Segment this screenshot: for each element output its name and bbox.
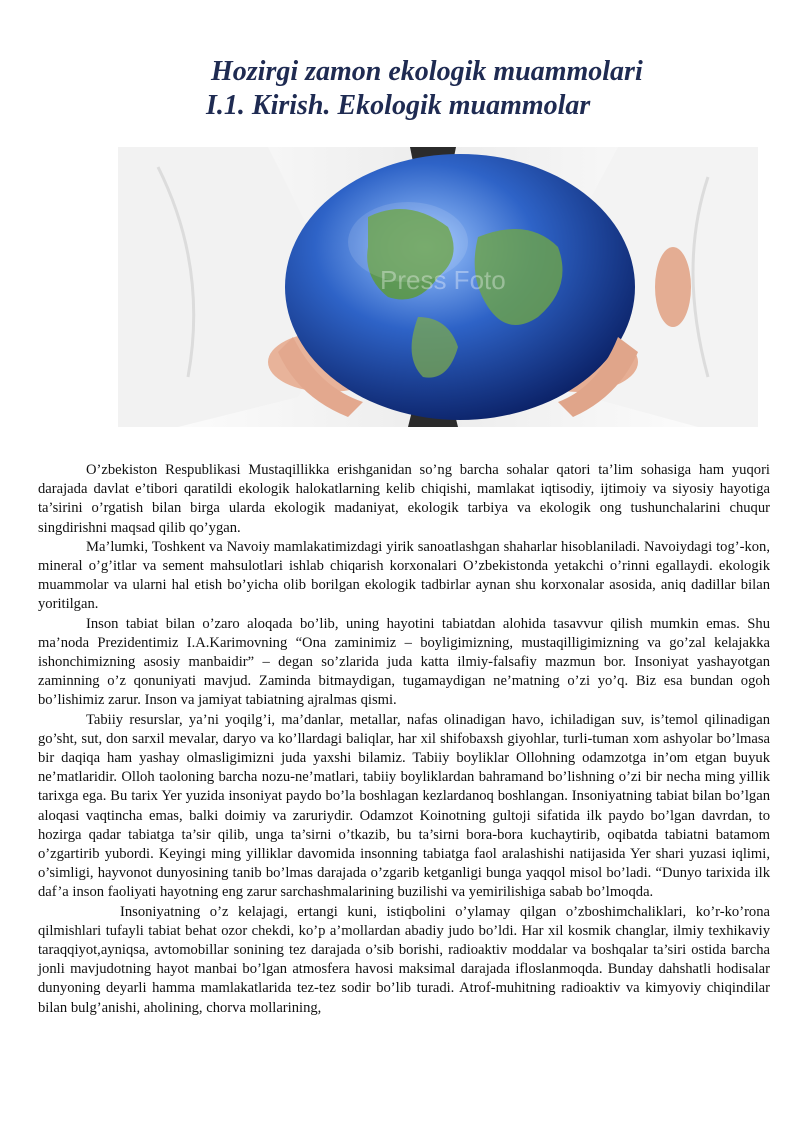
page-title: Hozirgi zamon ekologik muammolari: [211, 56, 643, 87]
globe-illustration: [118, 147, 758, 427]
paragraph: O’zbekiston Respublikasi Mustaqillikka erishganidan so’ng barcha sohalar qatori ta’lim sohasiga ham yuqori darajada davlat e’tibori qaratildi ekologik halokatlarning kelib chiqishi, mamlakat iqtisodiy, ijtimoiy va siyosiy hayotiga ta’sirini o’rgatish bilan birga ularda ekologik madaniyat, ekologik tarbiya va ekologik ong tushunchalarini chuqur singdirishni maqsad qilib qo’ygan.: [38, 462, 770, 536]
paragraph: Insoniyatning o’z kelajagi, ertangi kuni, istiqbolini o’ylamay qilgan o’zboshimchaliklari, ko’r-ko’rona qilmishlari tufayli tabiat behat ozor chekdi, ko’p a’mollardan abadiy judo bo’ldi. Har xil kosmik changlar, ilmiy texhikaviy taraqqiyot,ayniqsa, avtomobillar sonining tez darajada o’sib borishi, radioaktiv moddalar va boshqalar ta’siri ostida barcha jonli mavjudotning hayot manbai bo’lgan atmosfera havosi maksimal darajada ifloslanmoqda. Bunday dahshatli hodisalar dunyoning deyarli hamma mamlakatlarida tez-tez sodir bo’lib turadi. Atrof-muhitning radioaktiv va kimyoviy chiqindilar bilan bulg’anishi, aholining, chorva mollarining,: [38, 903, 770, 1016]
body-text: [38, 461, 770, 1018]
paragraph: Tabiiy resurslar, ya’ni yoqilg’i, ma’danlar, metallar, nafas olinadigan havo, ichiladigan suv, is’temol qilinadigan go’sht, sut, don sarxil mevalar, daryo va ko’llardagi baliqlar, har xil shifobaxsh giyohlar, turli-tuman xom ashyolar bo’lmasa bir daqiqa ham yashay olmasligimizni juda yaxshi bilamiz. Tabiiy boyliklar Ollohning odamzotga in’om etgan buyuk ne’matlaridir. Olloh taoloning barcha nozu-ne’matlari, tabiiy boyliklardan bahramand bo’lishning o’zi bir necha ming yillik tarixga ega. Bu tarix Yer yuzida insoniyat paydo bo’la boshlagan kezlardanoq boshlangan. Insoniyatning tabiat bilan bo’lgan aloqasi vaqtincha emas, balki doimiy va zaruriydir. Odamzot Koinotning gultoji sifatida ilk paydo bo’lgan davrdan, to hozirga qadar tabiatga ta’sir qilib, unga ta’sirni o’tkazib, bu ta’sirni bora-bora kuchaytirib, oqibatda tabiatni batamom o’zgartirib yubordi. Keyingi ming yilliklar davomida insonning tabiatga faol aralashishi natijasida Yer shari yuzasi iqlimi, o’simligi, hayvonot dunyosining tanib bo’lmas darajada o’zgarib ketganligi bunga yaqqol misol bo’ladi. “Dunyo tarixida ilk daf’a inson faoliyati hayotning eng zarur sarchashmalarining buzilishi va yemirilishiga sabab bo’lmoqda.: [38, 711, 770, 901]
globe-in-hands-photo: [118, 147, 758, 427]
paragraph: Inson tabiat bilan o’zaro aloqada bo’lib, uning hayotini tabiatdan alohida tasavvur qilish mumkin emas. Shu ma’noda Prezidentimiz I.A.Karimovning “Ona zaminimiz – boyligimizning, mustaqilligimizning va go’zal kelajakka ishonchimizning asosiy manbaidir” – degan so’zlarida juda katta ilmiy-falsafiy mazmun bor. Insoniyat yashayotgan zaminning o’z qonuniyati mavjud. Zaminda bitmaydigan, tugamaydigan ne’matning o’zi yo’q. Biz esa bundan ogoh bo’lishimiz zarur. Inson va jamiyat tabiatning ajralmas qismi.: [38, 615, 770, 709]
watermark-text: Press Foto: [380, 265, 506, 295]
paragraph: Ma’lumki, Toshkent va Navoiy mamlakatimizdagi yirik sanoatlashgan shaharlar hisoblaniladi. Navoiydagi tog’-kon, mineral o’g’itlar va sement mahsulotlari ishlab chiqarish korxonalari O’zbekistonda yetakchi o’rinni egallaydi. ekologik muammolar va ularni hal etish bo’yicha olib borilgan ekologik tadbirlar aynan shu korxonalar asosida, aniq dadillar bilan yoritilgan.: [38, 538, 770, 613]
section-heading: I.1. Kirish. Ekologik muammolar: [206, 90, 591, 121]
